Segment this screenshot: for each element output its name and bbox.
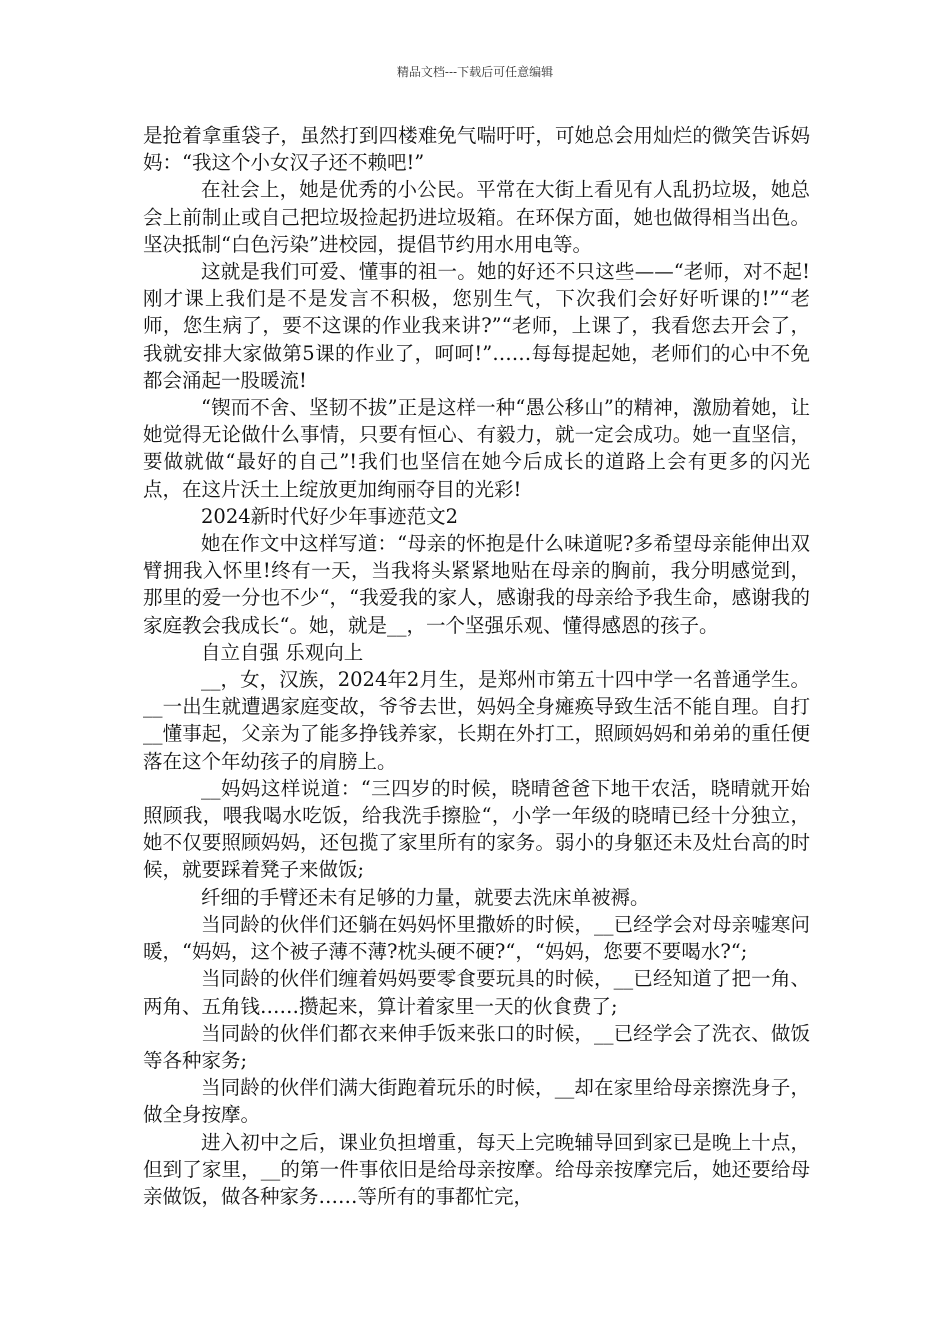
paragraph: 当同龄的伙伴们都衣来伸手饭来张口的时候，__已经学会了洗衣、做饭等各种家务;: [143, 1021, 810, 1072]
paragraph: 在社会上，她是优秀的小公民。平常在大街上看见有人乱扔垃圾，她总会上前制止或自己把垃圾捡起扔进垃圾箱。在环保方面，她也做得相当出色。坚决抵制“白色污染”进校园，提倡节约用水用电等。: [143, 178, 810, 256]
paragraph: 这就是我们可爱、懂事的祖一。她的好还不只这些——“老师，对不起!刚才课上我们是不是发言不积极，您别生气，下次我们会好好听课的!”“老师，您生病了，要不这课的作业我来讲?”“老师，上课了，我看您去开会了，我就安排大家做第5课的作业了，呵呵!”……每每提起她，老师们的心中不免都会涌起一股暖流!: [143, 260, 810, 392]
paragraph: “锲而不舍、坚韧不拔”正是这样一种“愚公移山”的精神，激励着她，让她觉得无论做什么事情，只要有恒心、有毅力，就一定会成功。她一直坚信，要做就做“最好的自己”!我们也坚信在她今后成长的道路上会有更多的闪光点，在这片沃土上绽放更加绚丽夺目的光彩!: [143, 396, 810, 501]
paragraph: 当同龄的伙伴们缠着妈妈要零食要玩具的时候，__已经知道了把一角、两角、五角钱……攒起来，算计着家里一天的伙食费了;: [143, 967, 810, 1018]
paragraph: 自立自强 乐观向上: [201, 640, 364, 664]
document-body: [143, 122, 810, 1210]
paragraph: 当同龄的伙伴们还躺在妈妈怀里撒娇的时候，__已经学会对母亲嘘寒问暖，“妈妈，这个被子薄不薄?枕头硬不硬?“，“妈妈，您要不要喝水?“;: [143, 912, 810, 964]
paragraph: 当同龄的伙伴们满大街跑着玩乐的时候，__却在家里给母亲擦洗身子，做全身按摩。: [143, 1076, 810, 1127]
paragraph: 2024新时代好少年事迹范文2: [201, 504, 459, 528]
paragraph: 进入初中之后，课业负担增重，每天上完晚辅导回到家已是晚上十点，但到了家里，__的第一件事依旧是给母亲按摩。给母亲按摩完后，她还要给母亲做饭，做各种家务……等所有的事都忙完，: [143, 1130, 810, 1208]
paragraph: __，女，汉族，2024年2月生，是郑州市第五十四中学一名普通学生。__一出生就遭遇家庭变故，爷爷去世，妈妈全身瘫痪导致生活不能自理。自打__懂事起，父亲为了能多挣钱养家，长期在外打工，照顾妈妈和弟弟的重任便落在这个年幼孩子的肩膀上。: [143, 668, 810, 773]
paragraph: 她在作文中这样写道：“母亲的怀抱是什么味道呢?多希望母亲能伸出双臂拥我入怀里!终有一天，当我将头紧紧地贴在母亲的胸前，我分明感觉到，那里的爱一分也不少“，“我爱我的家人，感谢我的母亲给予我生命，感谢我的家庭教会我成长“。她，就是__，一个坚强乐观、懂得感恩的孩子。: [143, 532, 810, 637]
paragraph: __妈妈这样说道：“三四岁的时候，晓晴爸爸下地干农活，晓晴就开始照顾我，喂我喝水吃饭，给我洗手擦脸“，小学一年级的晓晴已经十分独立，她不仅要照顾妈妈，还包揽了家里所有的家务。弱小的身躯还未及灶台高的时候，就要踩着凳子来做饭;: [143, 776, 810, 882]
page-header: 精品文档---下载后可任意编辑: [396, 65, 554, 79]
paragraph: 是抢着拿重袋子，虽然打到四楼难免气喘吁吁，可她总会用灿烂的微笑告诉妈妈：“我这个小女汉子还不赖吧!”: [143, 124, 810, 175]
paragraph: 纤细的手臂还未有足够的力量，就要去洗床单被褥。: [201, 885, 650, 909]
